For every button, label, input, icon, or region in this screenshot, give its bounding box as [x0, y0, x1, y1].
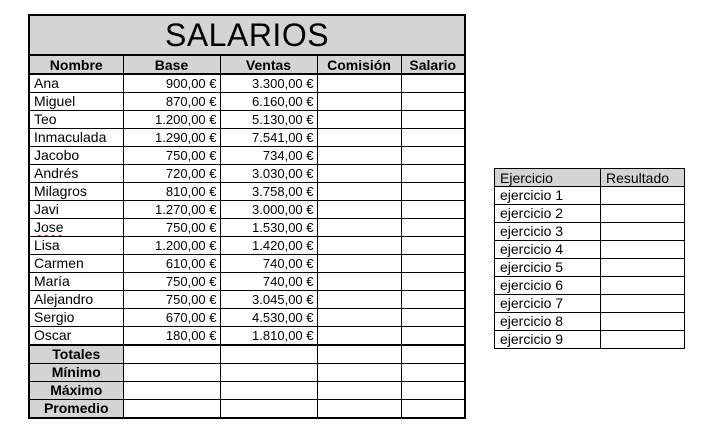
cell-comision[interactable] [317, 183, 401, 201]
cell-comision[interactable] [317, 237, 401, 255]
exercise-label[interactable]: ejercicio 8 [495, 313, 601, 331]
cell-nombre[interactable]: Lisa [29, 237, 123, 255]
exercise-result[interactable] [601, 295, 685, 313]
cell-ventas[interactable]: 6.160,00 € [220, 93, 317, 111]
cell-base[interactable]: 870,00 € [123, 93, 220, 111]
exercise-row [495, 223, 685, 241]
stats-row-minimo [29, 364, 465, 382]
stat-cell[interactable] [401, 364, 465, 382]
stat-cell[interactable] [220, 345, 317, 364]
cell-comision[interactable] [317, 273, 401, 291]
cell-comision[interactable] [317, 111, 401, 129]
column-header-salario[interactable]: Salario [401, 55, 465, 74]
exercise-result[interactable] [601, 331, 685, 349]
table-row [29, 165, 465, 183]
table-row [29, 255, 465, 273]
exercise-label[interactable]: ejercicio 4 [495, 241, 601, 259]
column-header-comision[interactable]: Comisión [317, 55, 401, 74]
stat-cell[interactable] [317, 345, 401, 364]
cell-nombre[interactable]: María [29, 273, 123, 291]
cell-salario[interactable] [401, 291, 465, 309]
cell-salario[interactable] [401, 327, 465, 346]
cell-nombre[interactable]: Sergio [29, 309, 123, 327]
cell-ventas[interactable]: 734,00 € [220, 147, 317, 165]
stat-cell[interactable] [123, 400, 220, 419]
cell-base[interactable]: 1.290,00 € [123, 129, 220, 147]
cell-ventas[interactable]: 3.758,00 € [220, 183, 317, 201]
cell-comision[interactable] [317, 147, 401, 165]
cell-comision[interactable] [317, 74, 401, 93]
cell-nombre[interactable]: Alejandro [29, 291, 123, 309]
cell-base[interactable]: 720,00 € [123, 165, 220, 183]
stat-cell[interactable] [401, 382, 465, 400]
cell-comision[interactable] [317, 93, 401, 111]
exercise-result[interactable] [601, 205, 685, 223]
cell-base[interactable]: 180,00 € [123, 327, 220, 346]
table-row [29, 74, 465, 93]
column-header-ejercicio[interactable]: Ejercicio [495, 169, 601, 187]
stat-cell[interactable] [220, 382, 317, 400]
table-row [29, 273, 465, 291]
cell-nombre[interactable]: Javi [29, 201, 123, 219]
table-row [29, 219, 465, 237]
cell-salario[interactable] [401, 309, 465, 327]
exercises-header-row [495, 169, 685, 187]
stat-label-maximo[interactable]: Máximo [29, 382, 123, 400]
cell-salario[interactable] [401, 74, 465, 93]
cell-ventas[interactable]: 1.810,00 € [220, 327, 317, 346]
stats-row-totales [29, 345, 465, 364]
stat-cell[interactable] [123, 382, 220, 400]
cell-base[interactable]: 900,00 € [123, 74, 220, 93]
exercise-row [495, 331, 685, 349]
stat-cell[interactable] [401, 345, 465, 364]
cell-nombre[interactable]: Carmen [29, 255, 123, 273]
cell-comision[interactable] [317, 129, 401, 147]
exercise-label[interactable]: ejercicio 3 [495, 223, 601, 241]
exercise-row [495, 313, 685, 331]
cell-comision[interactable] [317, 309, 401, 327]
exercise-row [495, 277, 685, 295]
exercise-result[interactable] [601, 223, 685, 241]
exercise-row [495, 259, 685, 277]
cell-base[interactable]: 750,00 € [123, 273, 220, 291]
cell-nombre[interactable]: Ana [29, 74, 123, 93]
cell-salario[interactable] [401, 183, 465, 201]
cell-ventas[interactable]: 740,00 € [220, 273, 317, 291]
cell-comision[interactable] [317, 201, 401, 219]
exercise-label[interactable]: ejercicio 6 [495, 277, 601, 295]
misspelled-word: Jose [34, 219, 64, 235]
exercise-result[interactable] [601, 313, 685, 331]
table-row [29, 93, 465, 111]
cell-salario[interactable] [401, 147, 465, 165]
cell-comision[interactable] [317, 255, 401, 273]
table-row [29, 327, 465, 346]
column-header-ventas[interactable]: Ventas [220, 55, 317, 74]
cell-ventas[interactable]: 3.300,00 € [220, 74, 317, 93]
exercise-label[interactable]: ejercicio 7 [495, 295, 601, 313]
cell-nombre[interactable]: Miguel [29, 93, 123, 111]
cell-ventas[interactable]: 3.045,00 € [220, 291, 317, 309]
cell-salario[interactable] [401, 237, 465, 255]
table-row [29, 291, 465, 309]
cell-comision[interactable] [317, 327, 401, 346]
table-row [29, 111, 465, 129]
exercise-row [495, 295, 685, 313]
salaries-table [28, 14, 466, 419]
table-row [29, 183, 465, 201]
cell-base[interactable]: 1.270,00 € [123, 201, 220, 219]
stat-cell[interactable] [220, 400, 317, 419]
cell-ventas[interactable]: 7.541,00 € [220, 129, 317, 147]
stat-cell[interactable] [317, 400, 401, 419]
cell-ventas[interactable]: 740,00 € [220, 255, 317, 273]
table-row [29, 147, 465, 165]
cell-base[interactable]: 1.200,00 € [123, 111, 220, 129]
stat-cell[interactable] [401, 400, 465, 419]
cell-salario[interactable] [401, 129, 465, 147]
cell-base[interactable]: 610,00 € [123, 255, 220, 273]
stat-cell[interactable] [317, 382, 401, 400]
exercise-label[interactable]: ejercicio 5 [495, 259, 601, 277]
cell-salario[interactable] [401, 219, 465, 237]
cell-ventas[interactable]: 5.130,00 € [220, 111, 317, 129]
stats-row-promedio [29, 400, 465, 419]
cell-ventas[interactable]: 4.530,00 € [220, 309, 317, 327]
cell-base[interactable]: 810,00 € [123, 183, 220, 201]
exercise-label[interactable]: ejercicio 1 [495, 187, 601, 205]
cell-comision[interactable] [317, 291, 401, 309]
cell-base[interactable]: 670,00 € [123, 309, 220, 327]
exercise-result[interactable] [601, 187, 685, 205]
table-row [29, 201, 465, 219]
cell-nombre[interactable]: Teo [29, 111, 123, 129]
cell-ventas[interactable]: 3.030,00 € [220, 165, 317, 183]
cell-ventas[interactable]: 1.530,00 € [220, 219, 317, 237]
stat-label-promedio[interactable]: Promedio [29, 400, 123, 419]
cell-salario[interactable] [401, 273, 465, 291]
stats-row-maximo [29, 382, 465, 400]
table-row [29, 309, 465, 327]
exercise-row [495, 205, 685, 223]
table-row [29, 129, 465, 147]
cell-nombre[interactable]: Andrés [29, 165, 123, 183]
cell-nombre[interactable]: Inmaculada [29, 129, 123, 147]
cell-comision[interactable] [317, 219, 401, 237]
cell-base[interactable]: 750,00 € [123, 219, 220, 237]
table-row [29, 237, 465, 255]
stat-cell[interactable] [123, 345, 220, 364]
column-header-row [29, 55, 465, 74]
column-header-base[interactable]: Base [123, 55, 220, 74]
stat-label-minimo[interactable]: Mínimo [29, 364, 123, 382]
stat-label-totales[interactable]: Totales [29, 345, 123, 364]
cell-nombre[interactable] [29, 219, 123, 237]
cell-salario[interactable] [401, 93, 465, 111]
column-header-nombre[interactable]: Nombre [29, 55, 123, 74]
cell-comision[interactable] [317, 165, 401, 183]
cell-nombre[interactable]: Jacobo [29, 147, 123, 165]
exercise-row [495, 187, 685, 205]
cell-salario[interactable] [401, 111, 465, 129]
exercise-result[interactable] [601, 277, 685, 295]
cell-nombre[interactable]: Milagros [29, 183, 123, 201]
sheet-title[interactable]: SALARIOS [29, 15, 465, 55]
exercise-label[interactable]: ejercicio 9 [495, 331, 601, 349]
stat-cell[interactable] [317, 364, 401, 382]
column-header-resultado[interactable]: Resultado [601, 169, 685, 187]
cell-salario[interactable] [401, 255, 465, 273]
cell-base[interactable]: 750,00 € [123, 147, 220, 165]
cell-salario[interactable] [401, 165, 465, 183]
cell-base[interactable]: 750,00 € [123, 291, 220, 309]
cell-nombre[interactable]: Oscar [29, 327, 123, 346]
cell-base[interactable]: 1.200,00 € [123, 237, 220, 255]
stat-cell[interactable] [220, 364, 317, 382]
exercise-result[interactable] [601, 259, 685, 277]
cell-salario[interactable] [401, 201, 465, 219]
exercise-result[interactable] [601, 241, 685, 259]
exercises-table [494, 168, 685, 349]
cell-ventas[interactable]: 3.000,00 € [220, 201, 317, 219]
stat-cell[interactable] [123, 364, 220, 382]
exercise-row [495, 241, 685, 259]
exercise-label[interactable]: ejercicio 2 [495, 205, 601, 223]
cell-ventas[interactable]: 1.420,00 € [220, 237, 317, 255]
